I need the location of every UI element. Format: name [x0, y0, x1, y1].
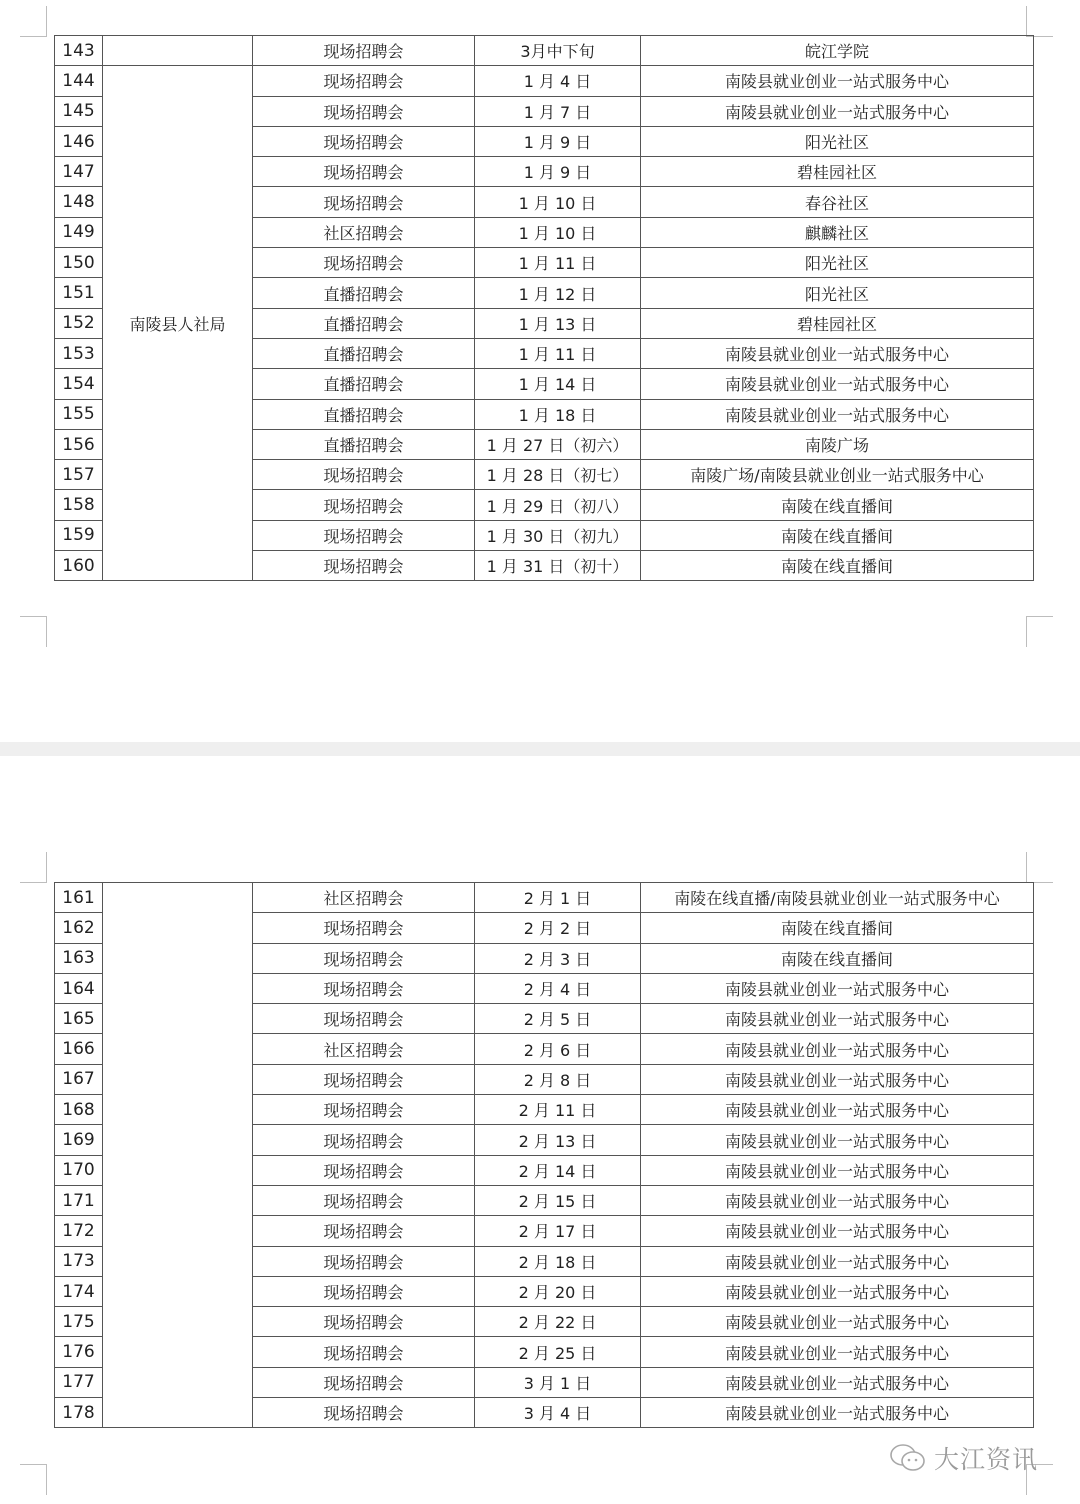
- event-date: 2 月 4 日: [475, 973, 641, 1003]
- event-type: 现场招聘会: [253, 1095, 475, 1125]
- event-type: 现场招聘会: [253, 551, 475, 581]
- event-type: 现场招聘会: [253, 187, 475, 217]
- row-number: 166: [55, 1034, 103, 1064]
- page-corner-mark: [1026, 852, 1053, 883]
- row-number: 150: [55, 248, 103, 278]
- row-number: 174: [55, 1276, 103, 1306]
- event-date: 2 月 6 日: [475, 1034, 641, 1064]
- event-location: 南陵县就业创业一站式服务中心: [641, 369, 1034, 399]
- event-type: 现场招聘会: [253, 943, 475, 973]
- row-number: 156: [55, 429, 103, 459]
- event-date: 3月中下旬: [475, 36, 641, 66]
- event-location: 南陵县就业创业一站式服务中心: [641, 1034, 1034, 1064]
- row-number: 165: [55, 1004, 103, 1034]
- row-number: 145: [55, 96, 103, 126]
- organizer-cell: 南陵县人社局: [103, 66, 253, 581]
- event-type: 社区招聘会: [253, 1034, 475, 1064]
- event-type: 社区招聘会: [253, 217, 475, 247]
- event-location: 麒麟社区: [641, 217, 1034, 247]
- row-number: 167: [55, 1064, 103, 1094]
- event-date: 2 月 3 日: [475, 943, 641, 973]
- event-location: 南陵县就业创业一站式服务中心: [641, 1216, 1034, 1246]
- event-location: 阳光社区: [641, 278, 1034, 308]
- event-date: 1 月 30 日（初九）: [475, 520, 641, 550]
- event-location: 南陵县就业创业一站式服务中心: [641, 1398, 1034, 1428]
- event-date: 1 月 12 日: [475, 278, 641, 308]
- row-number: 155: [55, 399, 103, 429]
- event-type: 现场招聘会: [253, 1185, 475, 1215]
- event-type: 现场招聘会: [253, 1155, 475, 1185]
- event-type: 直播招聘会: [253, 338, 475, 368]
- event-location: 南陵在线直播间: [641, 913, 1034, 943]
- row-number: 160: [55, 551, 103, 581]
- event-type: 直播招聘会: [253, 308, 475, 338]
- row-number: 168: [55, 1095, 103, 1125]
- table-row: [55, 883, 1034, 913]
- page-corner-mark: [20, 6, 47, 37]
- row-number: 152: [55, 308, 103, 338]
- event-location: 南陵县就业创业一站式服务中心: [641, 1337, 1034, 1367]
- event-date: 2 月 2 日: [475, 913, 641, 943]
- event-date: 1 月 18 日: [475, 399, 641, 429]
- row-number: 164: [55, 973, 103, 1003]
- event-date: 2 月 17 日: [475, 1216, 641, 1246]
- event-type: 现场招聘会: [253, 126, 475, 156]
- event-date: 1 月 29 日（初八）: [475, 490, 641, 520]
- page-corner-mark: [20, 616, 47, 647]
- event-date: 2 月 18 日: [475, 1246, 641, 1276]
- event-location: 南陵在线直播间: [641, 943, 1034, 973]
- event-location: 南陵县就业创业一站式服务中心: [641, 1367, 1034, 1397]
- row-number: 169: [55, 1125, 103, 1155]
- row-number: 175: [55, 1307, 103, 1337]
- event-date: 1 月 28 日（初七）: [475, 460, 641, 490]
- event-location: 阳光社区: [641, 248, 1034, 278]
- row-number: 153: [55, 338, 103, 368]
- event-date: 2 月 13 日: [475, 1125, 641, 1155]
- event-date: 1 月 13 日: [475, 308, 641, 338]
- event-type: 直播招聘会: [253, 369, 475, 399]
- event-location: 阳光社区: [641, 126, 1034, 156]
- event-type: 现场招聘会: [253, 157, 475, 187]
- event-type: 现场招聘会: [253, 490, 475, 520]
- event-date: 2 月 8 日: [475, 1064, 641, 1094]
- page-separator: [0, 742, 1080, 756]
- event-type: 直播招聘会: [253, 429, 475, 459]
- table-row: [55, 36, 1034, 66]
- row-number: 148: [55, 187, 103, 217]
- event-location: 南陵县就业创业一站式服务中心: [641, 1307, 1034, 1337]
- event-location: 春谷社区: [641, 187, 1034, 217]
- table-row: [55, 66, 1034, 96]
- event-location: 南陵县就业创业一站式服务中心: [641, 1064, 1034, 1094]
- event-location: 南陵广场: [641, 429, 1034, 459]
- event-type: 社区招聘会: [253, 883, 475, 913]
- event-date: 1 月 27 日（初六）: [475, 429, 641, 459]
- row-number: 147: [55, 157, 103, 187]
- event-type: 直播招聘会: [253, 399, 475, 429]
- watermark-text: 大江资讯: [934, 1445, 1039, 1474]
- row-number: 158: [55, 490, 103, 520]
- event-type: 现场招聘会: [253, 1125, 475, 1155]
- event-date: 1 月 10 日: [475, 187, 641, 217]
- event-location: 碧桂园社区: [641, 308, 1034, 338]
- row-number: 173: [55, 1246, 103, 1276]
- organizer-cell: [103, 883, 253, 1428]
- event-date: 1 月 11 日: [475, 248, 641, 278]
- event-date: 2 月 1 日: [475, 883, 641, 913]
- row-number: 149: [55, 217, 103, 247]
- event-type: 现场招聘会: [253, 913, 475, 943]
- row-number: 151: [55, 278, 103, 308]
- row-number: 162: [55, 913, 103, 943]
- row-number: 143: [55, 36, 103, 66]
- row-number: 170: [55, 1155, 103, 1185]
- row-number: 176: [55, 1337, 103, 1367]
- event-location: 南陵县就业创业一站式服务中心: [641, 1155, 1034, 1185]
- page-corner-mark: [1026, 616, 1053, 647]
- event-type: 现场招聘会: [253, 248, 475, 278]
- event-type: 现场招聘会: [253, 973, 475, 1003]
- page-corner-mark: [20, 852, 47, 883]
- event-date: 1 月 14 日: [475, 369, 641, 399]
- event-date: 2 月 14 日: [475, 1155, 641, 1185]
- row-number: 178: [55, 1398, 103, 1428]
- event-location: 南陵县就业创业一站式服务中心: [641, 399, 1034, 429]
- event-date: 1 月 9 日: [475, 126, 641, 156]
- event-type: 现场招聘会: [253, 1216, 475, 1246]
- event-type: 现场招聘会: [253, 1276, 475, 1306]
- event-type: 现场招聘会: [253, 66, 475, 96]
- row-number: 154: [55, 369, 103, 399]
- event-location: 南陵县就业创业一站式服务中心: [641, 338, 1034, 368]
- event-date: 1 月 9 日: [475, 157, 641, 187]
- document-page-1: [0, 0, 1080, 742]
- event-location: 碧桂园社区: [641, 157, 1034, 187]
- event-type: 现场招聘会: [253, 1004, 475, 1034]
- event-location: 南陵在线直播间: [641, 551, 1034, 581]
- event-type: 现场招聘会: [253, 1307, 475, 1337]
- event-location: 南陵县就业创业一站式服务中心: [641, 973, 1034, 1003]
- event-location: 皖江学院: [641, 36, 1034, 66]
- event-type: 现场招聘会: [253, 36, 475, 66]
- event-date: 1 月 11 日: [475, 338, 641, 368]
- event-date: 3 月 4 日: [475, 1398, 641, 1428]
- event-type: 现场招聘会: [253, 1398, 475, 1428]
- event-location: 南陵县就业创业一站式服务中心: [641, 66, 1034, 96]
- event-date: 2 月 20 日: [475, 1276, 641, 1306]
- event-type: 现场招聘会: [253, 96, 475, 126]
- event-location: 南陵县就业创业一站式服务中心: [641, 1004, 1034, 1034]
- row-number: 163: [55, 943, 103, 973]
- event-type: 现场招聘会: [253, 460, 475, 490]
- event-location: 南陵在线直播/南陵县就业创业一站式服务中心: [641, 883, 1034, 913]
- event-location: 南陵县就业创业一站式服务中心: [641, 1246, 1034, 1276]
- event-date: 2 月 11 日: [475, 1095, 641, 1125]
- event-location: 南陵县就业创业一站式服务中心: [641, 1125, 1034, 1155]
- event-location: 南陵县就业创业一站式服务中心: [641, 1185, 1034, 1215]
- event-date: 2 月 5 日: [475, 1004, 641, 1034]
- row-number: 172: [55, 1216, 103, 1246]
- job-fair-schedule-table-page-1: [54, 35, 1034, 581]
- event-location: 南陵县就业创业一站式服务中心: [641, 1095, 1034, 1125]
- event-type: 现场招聘会: [253, 520, 475, 550]
- event-type: 现场招聘会: [253, 1064, 475, 1094]
- row-number: 159: [55, 520, 103, 550]
- row-number: 171: [55, 1185, 103, 1215]
- event-type: 现场招聘会: [253, 1367, 475, 1397]
- event-date: 1 月 31 日（初十）: [475, 551, 641, 581]
- event-location: 南陵在线直播间: [641, 520, 1034, 550]
- event-type: 现场招聘会: [253, 1246, 475, 1276]
- event-type: 直播招聘会: [253, 278, 475, 308]
- wechat-icon: [888, 1443, 928, 1473]
- event-date: 1 月 4 日: [475, 66, 641, 96]
- event-date: 1 月 10 日: [475, 217, 641, 247]
- job-fair-schedule-table-page-2: [54, 882, 1034, 1428]
- event-location: 南陵县就业创业一站式服务中心: [641, 96, 1034, 126]
- page-corner-mark: [20, 1464, 47, 1495]
- event-date: 1 月 7 日: [475, 96, 641, 126]
- row-number: 161: [55, 883, 103, 913]
- event-location: 南陵县就业创业一站式服务中心: [641, 1276, 1034, 1306]
- event-date: 2 月 15 日: [475, 1185, 641, 1215]
- page-corner-mark: [1026, 6, 1053, 37]
- event-location: 南陵在线直播间: [641, 490, 1034, 520]
- event-type: 现场招聘会: [253, 1337, 475, 1367]
- row-number: 144: [55, 66, 103, 96]
- source-watermark: [888, 1440, 1038, 1476]
- event-date: 3 月 1 日: [475, 1367, 641, 1397]
- row-number: 177: [55, 1367, 103, 1397]
- row-number: 146: [55, 126, 103, 156]
- event-date: 2 月 25 日: [475, 1337, 641, 1367]
- organizer-cell: [103, 36, 253, 66]
- event-date: 2 月 22 日: [475, 1307, 641, 1337]
- row-number: 157: [55, 460, 103, 490]
- event-location: 南陵广场/南陵县就业创业一站式服务中心: [641, 460, 1034, 490]
